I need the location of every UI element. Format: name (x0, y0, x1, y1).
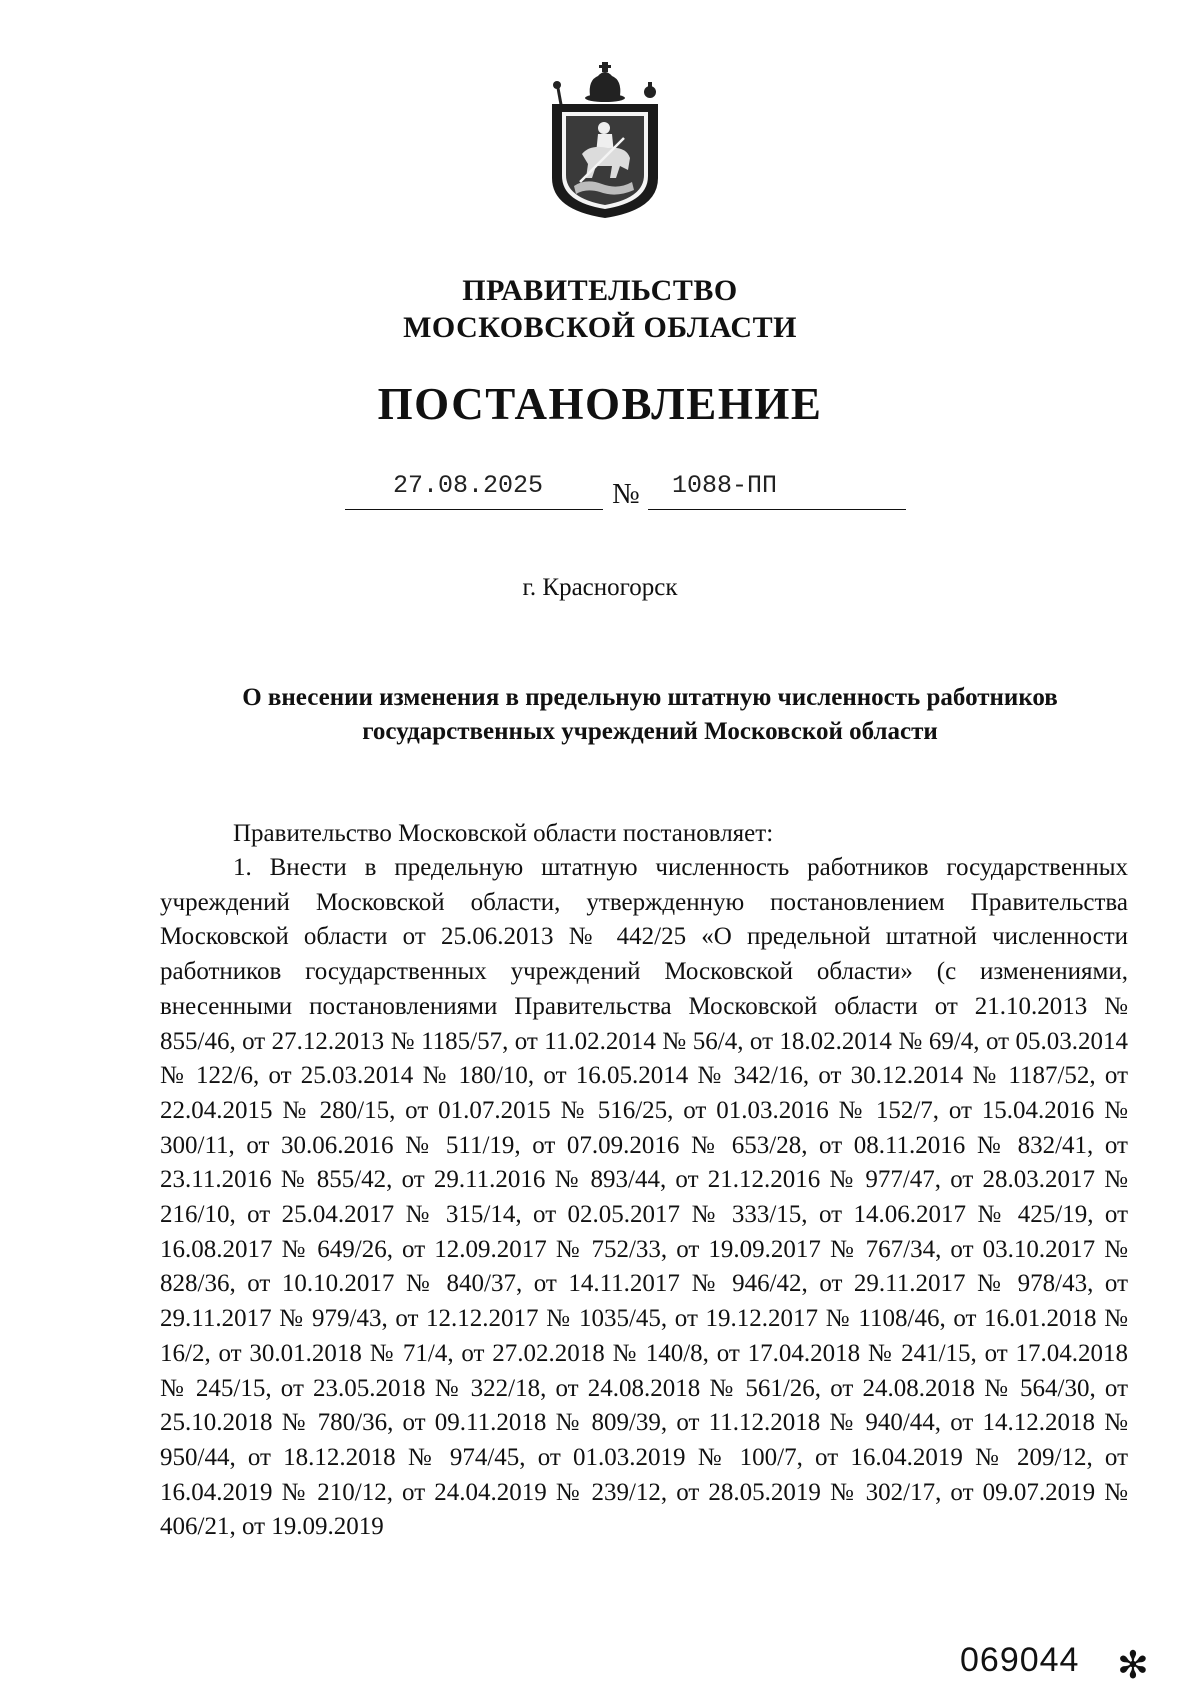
organization-line-1: ПРАВИТЕЛЬСТВО (462, 274, 738, 307)
document-number: 1088-ПП (672, 471, 778, 500)
document-date: 27.08.2025 (393, 471, 544, 500)
intro-paragraph: Правительство Московской области постановляет: (233, 820, 774, 847)
date-underline (345, 509, 603, 510)
subject-line-1: О внесении изменения в предельную штатную численность работников (242, 684, 1058, 711)
number-sign: № (612, 478, 640, 510)
star-icon: ✻ (1117, 1643, 1149, 1687)
document-serial-code: 069044 (960, 1641, 1080, 1679)
city: г. Красногорск (522, 574, 678, 601)
subject-line-2: государственных учреждений Московской области (362, 718, 938, 745)
item-1-paragraph: 1. Внести в предельную штатную численность работников государственных учреждений Московской области, утвержденную постановлением Правительства Московской области от 25.06.2013 № 442/25 «О предельной штатной численности работников государственных учреждений Московской области» (с изменениями, внесенными постановлениями Правительства Московской области от 21.10.2013 № 855/46, от 27.12.2013 № 1185/57, от 11.02.2014 № 56/4, от 18.02.2014 № 69/4, от 05.03.2014 № 122/6, от 25.03.2014 № 180/10, от 16.05.2014 № 342/16, от 30.12.2014 № 1187/52, от 22.04.2015 № 280/15, от 01.07.2015 № 516/25, от 01.03.2016 № 152/7, от 15.04.2016 № 300/11, от 30.06.2016 № 511/19, от 07.09.2016 № 653/28, от 08.11.2016 № 832/41, от 23.11.2016 № 855/42, от 29.11.2016 № 893/44, от 21.12.2016 № 977/47, от 28.03.2017 № 216/10, от 25.04.2017 № 315/14, от 02.05.2017 № 333/15, от 14.06.2017 № 425/19, от 16.08.2017 № 649/26, от 12.09.2017 № 752/33, от 19.09.2017 № 767/34, от 03.10.2017 № 828/36, от 10.10.2017 № 840/37, от 14.11.2017 № 946/42, от 29.11.2017 № 978/43, от 29.11.2017 № 979/43, от 12.12.2017 № 1035/45, от 19.12.2017 № 1108/46, от 16.01.2018 № 16/2, от 30.01.2018 № 71/4, от 27.02.2018 № 140/8, от 17.04.2018 № 241/15, от 17.04.2018 № 245/15, от 23.05.2018 № 322/18, от 24.08.2018 № 561/26, от 24.08.2018 № 564/30, от 25.10.2018 № 780/36, от 09.11.2018 № 809/39, от 11.12.2018 № 940/44, от 14.12.2018 № 950/44, от 18.12.2018 № 974/45, от 01.03.2019 № 100/7, от 16.04.2019 № 209/12, от 16.04.2019 № 210/12, от 24.04.2019 № 239/12, от 28.05.2019 № 302/17, от 09.07.2019 № 406/21, от 19.09.2019 (160, 854, 1128, 1541)
document-subject (0, 681, 1200, 749)
document-body (160, 817, 1128, 1545)
coat-of-arms-icon (546, 62, 664, 220)
organization-name (0, 272, 1200, 346)
organization-line-2: МОСКОВСКОЙ ОБЛАСТИ (403, 311, 797, 344)
number-underline (648, 509, 906, 510)
document-type: ПОСТАНОВЛЕНИЕ (377, 379, 823, 429)
